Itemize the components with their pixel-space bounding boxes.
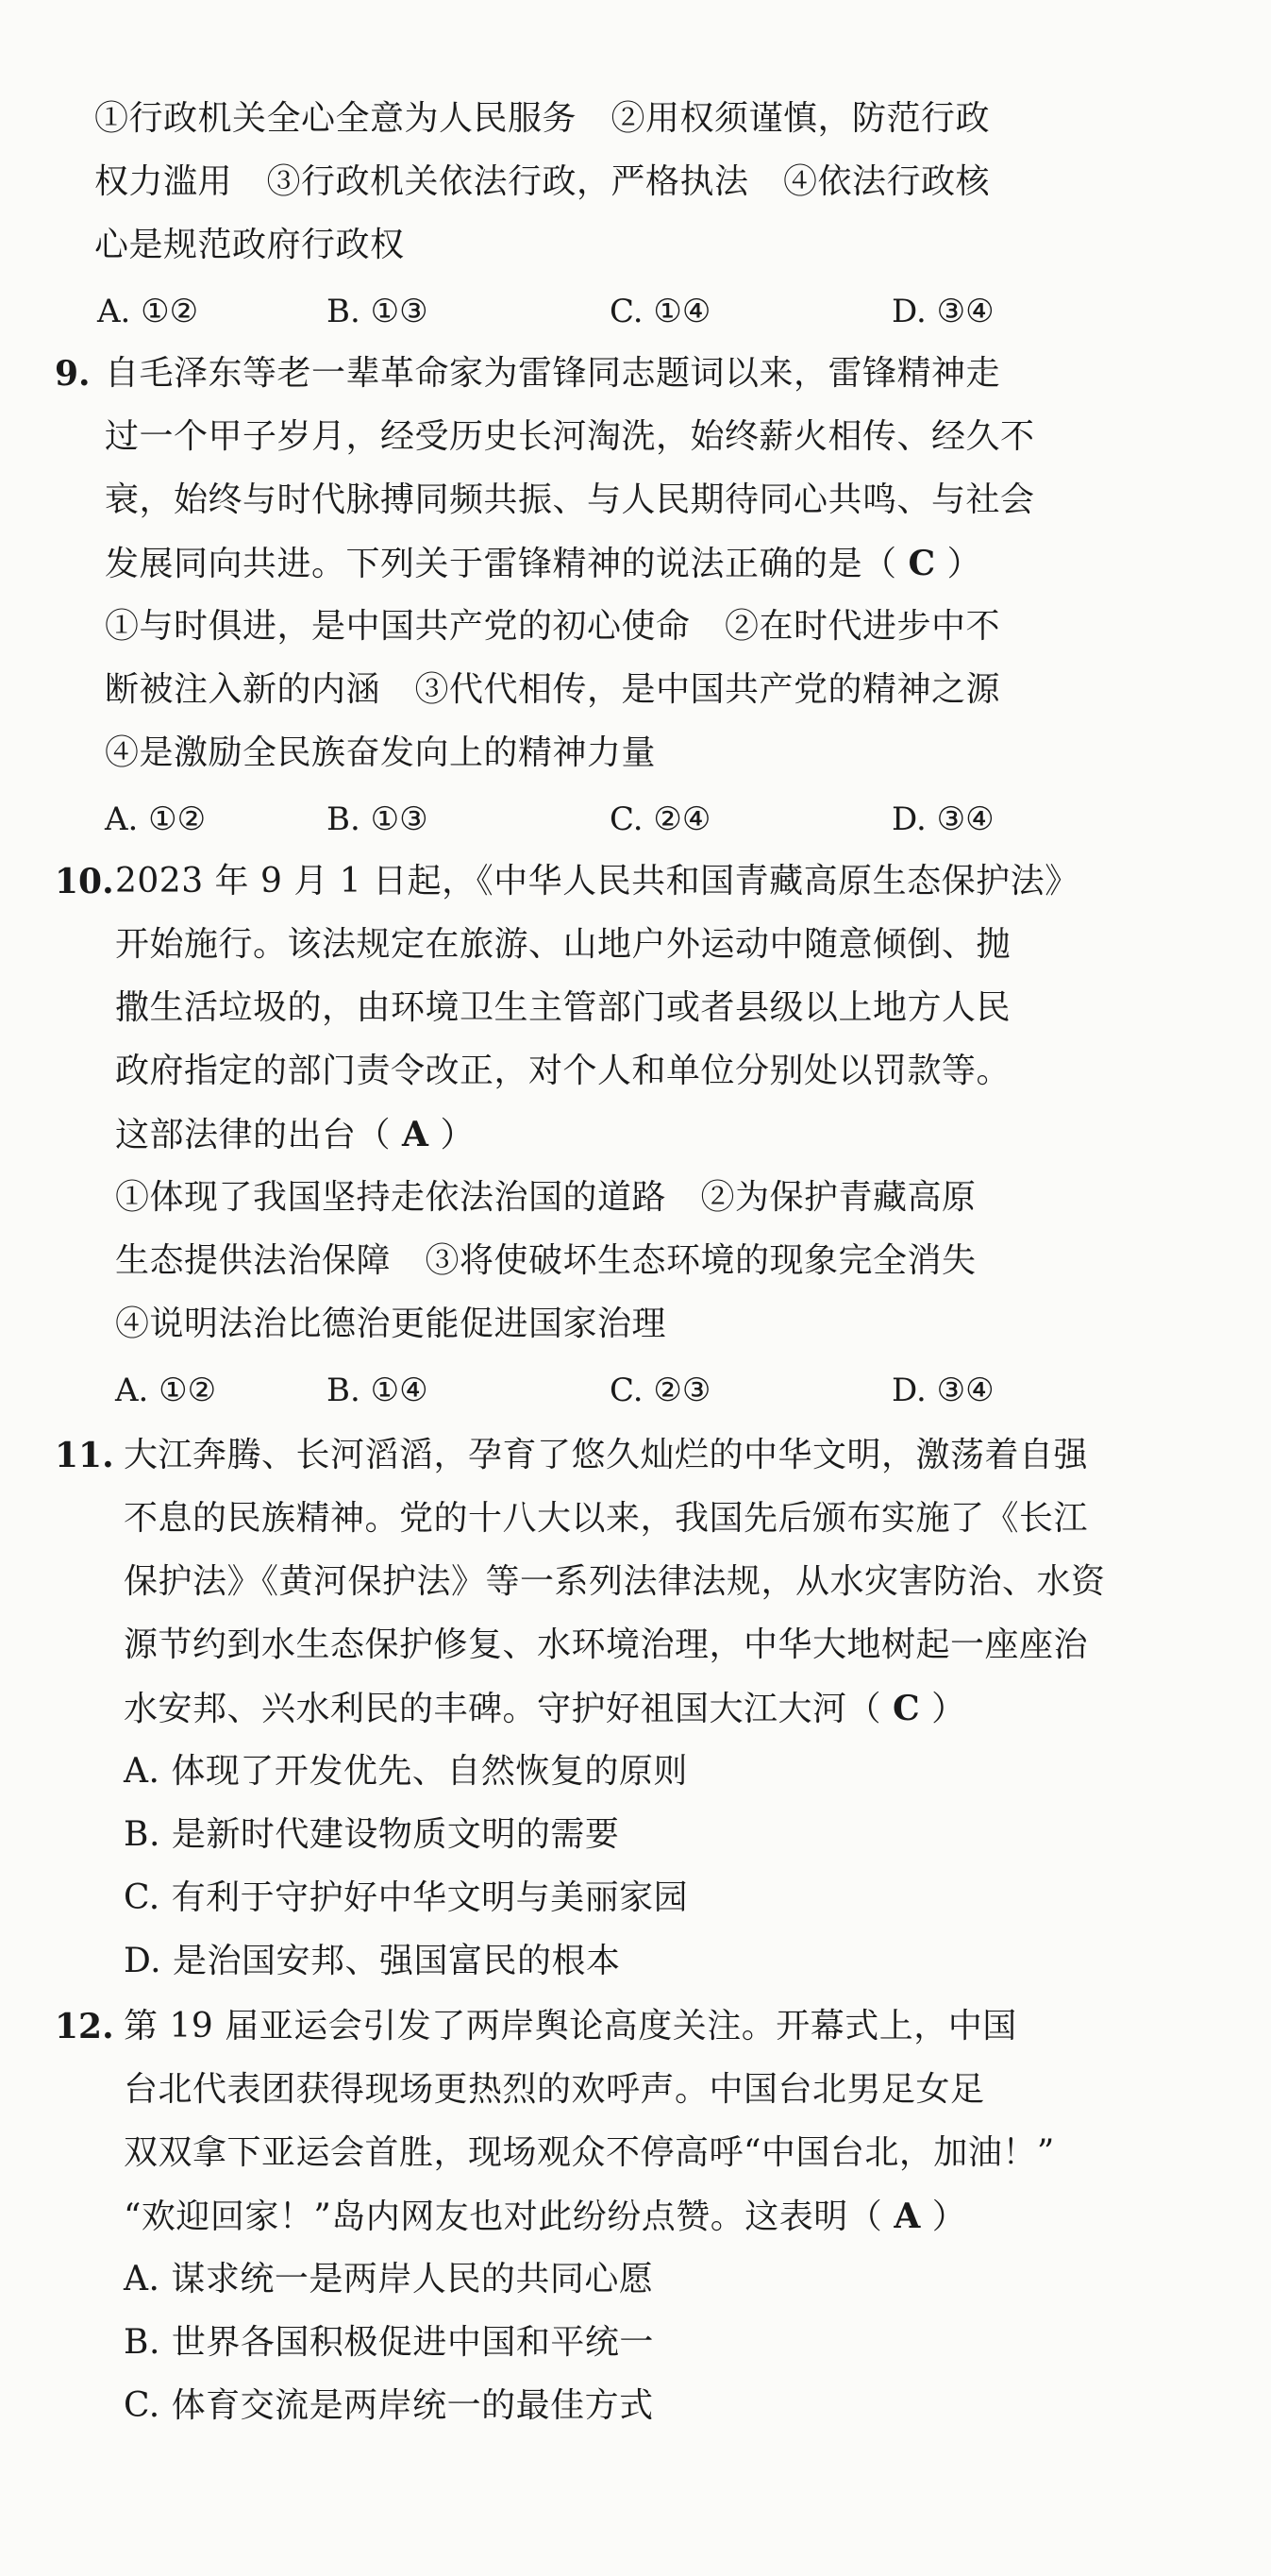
q10-statement-line: 生态提供法治保障 ③将使破坏生态环境的现象完全消失 xyxy=(115,1241,977,1280)
q10-option-c: C. ②③ xyxy=(610,1372,711,1409)
q11-choice-b: B. 是新时代建设物质文明的需要 xyxy=(124,1815,620,1854)
q11-choice-a: A. 体现了开发优先、自然恢复的原则 xyxy=(124,1752,688,1791)
q12-number: 12. xyxy=(55,2007,114,2046)
q10-number: 10. xyxy=(55,862,114,901)
q9-stem-line xyxy=(105,543,981,585)
q12-answer: A xyxy=(894,2197,921,2236)
q12-choice-b: B. 世界各国积极促进中国和平统一 xyxy=(124,2323,654,2362)
q9-number: 9. xyxy=(55,354,91,394)
q12-stem-line: 台北代表团获得现场更热烈的欢呼声。中国台北男足女足 xyxy=(124,2070,985,2109)
q9-statement-line: ④是激励全民族奋发向上的精神力量 xyxy=(105,733,657,772)
q11-stem-line: 不息的民族精神。党的十八大以来，我国先后颁布实施了《长江 xyxy=(124,1499,1089,1538)
q10-statement-line: ④说明法治比德治更能促进国家治理 xyxy=(115,1305,667,1343)
q11-stem-line: 保护法》《黄河保护法》等一系列法律法规，从水灾害防治、水资 xyxy=(124,1562,1106,1601)
q9-close-paren: ） xyxy=(946,545,982,583)
q11-stem-line: 源节约到水生态保护修复、水环境治理，中华大地树起一座座治 xyxy=(124,1625,1089,1664)
q9-statement-line: ①与时俱进，是中国共产党的初心使命 ②在时代进步中不 xyxy=(105,607,1001,646)
q9-option-d: D. ③④ xyxy=(892,800,995,838)
q12-stem-line xyxy=(124,2196,966,2238)
q11-stem-end: 水安邦、兴水利民的丰碑。守护好祖国大江大河（ xyxy=(124,1690,882,1728)
q10-close-paren: ） xyxy=(440,1116,475,1154)
q8-option-a: A. ①② xyxy=(97,293,199,330)
q11-stem-line: 大江奔腾、长河滔滔，孕育了悠久灿烂的中华文明，激荡着自强 xyxy=(124,1436,1089,1474)
q8-statement-line: 心是规范政府行政权 xyxy=(94,226,405,264)
q10-stem-line: 2023 年 9 月 1 日起，《中华人民共和国青藏高原生态保护法》 xyxy=(115,862,1079,901)
q12-stem-line: 双双拿下亚运会首胜，现场观众不停高呼“中国台北，加油！” xyxy=(124,2133,1055,2172)
q8-option-c: C. ①④ xyxy=(610,293,711,330)
q9-option-c: C. ②④ xyxy=(610,800,711,838)
q11-number: 11. xyxy=(55,1436,114,1475)
q10-option-d: D. ③④ xyxy=(892,1372,995,1409)
q10-statement-line: ①体现了我国坚持走依法治国的道路 ②为保护青藏高原 xyxy=(115,1178,977,1217)
q11-choice-d: D. 是治国安邦、强国富民的根本 xyxy=(124,1942,621,1980)
q9-stem-end: 发展同向共进。下列关于雷锋精神的说法正确的是（ xyxy=(105,545,897,583)
q11-answer: C xyxy=(893,1689,921,1728)
q8-option-b: B. ①③ xyxy=(326,293,428,330)
q8-option-d: D. ③④ xyxy=(892,293,995,330)
q10-stem-line xyxy=(115,1114,475,1156)
q10-option-a: A. ①② xyxy=(115,1372,217,1409)
q8-statement-line: 权力滥用 ③行政机关依法行政，严格执法 ④依法行政核 xyxy=(94,162,991,201)
q11-close-paren: ） xyxy=(931,1690,966,1728)
q10-answer: A xyxy=(402,1115,429,1154)
q10-option-b: B. ①④ xyxy=(326,1372,428,1409)
q9-option-a: A. ①② xyxy=(105,800,207,838)
q9-answer: C xyxy=(908,544,936,583)
q10-stem-line: 撒生活垃圾的，由环境卫生主管部门或者县级以上地方人民 xyxy=(115,988,1012,1027)
q12-stem-line: 第 19 届亚运会引发了两岸舆论高度关注。开幕式上，中国 xyxy=(124,2007,1017,2046)
q11-stem-line xyxy=(124,1688,966,1730)
q9-stem-line: 自毛泽东等老一辈革命家为雷锋同志题词以来，雷锋精神走 xyxy=(105,354,1001,393)
q9-stem-line: 过一个甲子岁月，经受历史长河淘洗，始终薪火相传、经久不 xyxy=(105,417,1035,456)
q10-stem-line: 开始施行。该法规定在旅游、山地户外运动中随意倾倒、抛 xyxy=(115,925,1012,964)
q12-stem-end: “欢迎回家！”岛内网友也对此纷纷点赞。这表明（ xyxy=(124,2197,883,2236)
q12-close-paren: ） xyxy=(931,2197,967,2236)
q12-choice-a: A. 谋求统一是两岸人民的共同心愿 xyxy=(124,2260,654,2298)
q9-stem-line: 衰，始终与时代脉搏同频共振、与人民期待同心共鸣、与社会 xyxy=(105,480,1035,519)
q11-choice-c: C. 有利于守护好中华文明与美丽家园 xyxy=(124,1878,689,1917)
q10-stem-end: 这部法律的出台（ xyxy=(115,1116,392,1154)
q9-option-b: B. ①③ xyxy=(326,800,428,838)
q9-statement-line: 断被注入新的内涵 ③代代相传，是中国共产党的精神之源 xyxy=(105,670,1001,709)
q8-statement-line: ①行政机关全心全意为人民服务 ②用权须谨慎，防范行政 xyxy=(94,99,991,138)
q12-choice-c: C. 体育交流是两岸统一的最佳方式 xyxy=(124,2386,654,2425)
q10-stem-line: 政府指定的部门责令改正，对个人和单位分别处以罚款等。 xyxy=(115,1052,1012,1090)
